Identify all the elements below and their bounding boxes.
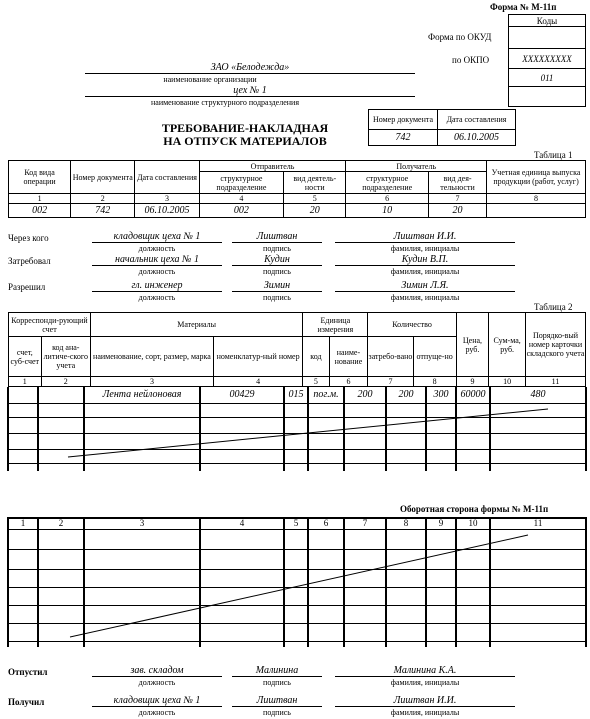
t2-colnum: 7 [368, 377, 413, 387]
okpo-label: по ОКПО [452, 55, 490, 65]
t2-h-unit-name: наиме-нование [329, 337, 368, 377]
t1-h-sender: Отправитель [199, 161, 346, 172]
t1-colnum: 1 [9, 194, 71, 204]
t2-cell: 480 [530, 389, 546, 400]
t2-colnum: 5 [303, 377, 329, 387]
t1-cell: 002 [199, 204, 284, 218]
rev-colnum: 11 [533, 518, 543, 528]
t1-cell: 002 [9, 204, 71, 218]
signature-label: Затребовал [8, 256, 51, 266]
rev-colnum: 9 [438, 518, 444, 528]
signature-position: зав. складом [92, 665, 222, 677]
signature-label: Отпустил [8, 667, 48, 677]
doc-number: 742 [369, 130, 438, 146]
t2-colnum: 11 [526, 377, 586, 387]
title-line2: НА ОТПУСК МАТЕРИАЛОВ [163, 134, 327, 148]
rev-colnum: 2 [58, 518, 64, 528]
t1-cell: 06.10.2005 [135, 204, 199, 218]
rev-colnum: 10 [468, 518, 478, 528]
reverse-z-line [8, 517, 586, 647]
t1-colnum: 7 [428, 194, 486, 204]
t2-h-unit: Единица измерения [303, 313, 368, 337]
t1-colnum: 2 [71, 194, 135, 204]
rev-colnum: 4 [239, 518, 245, 528]
t1-cell: 10 [346, 204, 429, 218]
t1-h-activity2: вид дея-тельности [428, 172, 486, 194]
signature-label: Получил [8, 697, 45, 707]
t1-cell: 20 [284, 204, 346, 218]
code4 [509, 87, 586, 107]
t2-cell: 015 [288, 389, 304, 400]
t1-h-struct2: структурное подразделение [346, 172, 429, 194]
rev-colnum: 1 [20, 518, 26, 528]
signature-name: Малинина К.А. [335, 665, 515, 677]
t2-colnum: 3 [90, 377, 213, 387]
t2-h-price: Цена, руб. [456, 313, 489, 377]
form-number: Форма № М-11п [490, 2, 557, 12]
t2-colnum: 10 [489, 377, 526, 387]
t2-h-account: счет, суб-счет [9, 337, 42, 377]
signature-label: Через кого [8, 233, 49, 243]
t1-colnum: 3 [135, 194, 199, 204]
signature-name: Лиштван И.И. [335, 231, 515, 243]
t1-colnum: 6 [346, 194, 429, 204]
t1-h-op: Код вида операции [9, 161, 71, 194]
codes-table [508, 14, 586, 107]
t2-colnum: 4 [213, 377, 302, 387]
caption-sign: подпись [263, 708, 291, 717]
t1-h-receiver: Получатель [346, 161, 487, 172]
org-unit: цех № 1 [85, 85, 415, 97]
signature-sign: Лиштван [232, 695, 322, 707]
signature-position: кладовщик цеха № 1 [92, 695, 222, 707]
t2-colnum: 1 [9, 377, 42, 387]
signature-sign: Лиштван [232, 231, 322, 243]
okud-code [509, 27, 586, 49]
caption-name: фамилия, инициалы [390, 293, 460, 302]
t1-h-date: Дата составления [135, 161, 199, 194]
signature-label: Разрешил [8, 282, 46, 292]
t1-cell: 742 [71, 204, 135, 218]
org-name-caption: наименование организации [163, 75, 257, 84]
signature-position: начальник цеха № 1 [92, 254, 222, 266]
code3: 011 [509, 69, 586, 87]
t2-h-mat-name: наименование, сорт, размер, марка [90, 337, 213, 377]
okpo-code: XXXXXXXXX [509, 49, 586, 69]
t2-cell: 200 [357, 389, 373, 400]
t2-h-unit-code: код [303, 337, 329, 377]
t1-cell: 20 [428, 204, 486, 218]
t2-cell: 00429 [229, 389, 255, 400]
t2-colnum: 2 [41, 377, 90, 387]
caption-position: должность [138, 708, 176, 717]
signature-position: кладовщик цеха № 1 [92, 231, 222, 243]
signature-name: Кудин В.П. [335, 254, 515, 266]
t1-colnum: 5 [284, 194, 346, 204]
signature-name: Лиштван И.И. [335, 695, 515, 707]
t2-cell: 300 [433, 389, 449, 400]
signature-name: Зимин Л.Я. [335, 280, 515, 292]
t2-colnum: 8 [413, 377, 456, 387]
caption-name: фамилия, инициалы [390, 267, 460, 276]
title-line1: ТРЕБОВАНИЕ-НАКЛАДНАЯ [161, 121, 329, 135]
doc-box [368, 109, 516, 146]
caption-sign: подпись [263, 678, 291, 687]
doc-date-header: Дата составления [438, 110, 516, 130]
t2-colnum: 9 [456, 377, 489, 387]
caption-name: фамилия, инициалы [390, 678, 460, 687]
t1-h-activity: вид деятель-ности [284, 172, 346, 194]
t1-h-unit: Учетная единица выпуска продукции (работ, услуг) [487, 161, 586, 194]
caption-position: должность [138, 267, 176, 276]
t1-colnum: 8 [487, 194, 586, 204]
caption-sign: подпись [263, 244, 291, 253]
t1-colnum: 4 [199, 194, 284, 204]
okud-label: Форма по ОКУД [428, 32, 492, 42]
t2-cell: пог.м. [313, 389, 339, 400]
signature-position: гл. инженер [92, 280, 222, 292]
t2-cell: 60000 [460, 389, 486, 400]
t2-cell: 200 [398, 389, 414, 400]
doc-number-header: Номер документа [369, 110, 438, 130]
caption-sign: подпись [263, 293, 291, 302]
t2-colnum: 6 [329, 377, 368, 387]
signature-sign: Кудин [232, 254, 322, 266]
table1-caption: Таблица 1 [534, 150, 573, 160]
t2-h-analytic: код ана-литиче-ского учета [41, 337, 90, 377]
rev-colnum: 5 [293, 518, 299, 528]
t2-cell: Лента нейлоновая [102, 389, 182, 400]
rev-colnum: 7 [362, 518, 368, 528]
t1-h-struct: структурное подразделение [199, 172, 284, 194]
t2-h-qty-req: затребо-вано [368, 337, 413, 377]
table2-caption: Таблица 2 [534, 302, 573, 312]
caption-position: должность [138, 293, 176, 302]
table2 [8, 312, 586, 387]
reverse-title: Оборотная сторона формы № М-11п [400, 504, 549, 514]
caption-name: фамилия, инициалы [390, 244, 460, 253]
table2-z-line [8, 387, 586, 473]
t2-h-mat-code: номенклатур-ный номер [213, 337, 302, 377]
signature-sign: Малинина [232, 665, 322, 677]
caption-name: фамилия, инициалы [390, 708, 460, 717]
t2-h-qty-rel: отпуще-но [413, 337, 456, 377]
caption-position: должность [138, 244, 176, 253]
page-title [140, 122, 350, 148]
t1-cell [487, 204, 586, 218]
t2-h-sum: Сум-ма, руб. [489, 313, 526, 377]
t2-h-qty: Количество [368, 313, 456, 337]
t2-h-corr: Корреспонди-рующий счет [9, 313, 91, 337]
rev-colnum: 8 [403, 518, 409, 528]
caption-sign: подпись [263, 267, 291, 276]
rev-colnum: 3 [139, 518, 145, 528]
codes-header: Коды [509, 15, 586, 27]
table1 [8, 160, 586, 218]
org-unit-caption: наименование структурного подразделения [150, 98, 299, 107]
signature-sign: Зимин [232, 280, 322, 292]
doc-date: 06.10.2005 [438, 130, 516, 146]
rev-colnum: 6 [323, 518, 329, 528]
caption-position: должность [138, 678, 176, 687]
t2-h-materials: Материалы [90, 313, 302, 337]
t2-h-card: Порядко-вый номер карточки складского учета [526, 313, 586, 377]
t1-h-num: Номер документа [71, 161, 135, 194]
org-name: ЗАО «Белодежда» [85, 62, 415, 74]
